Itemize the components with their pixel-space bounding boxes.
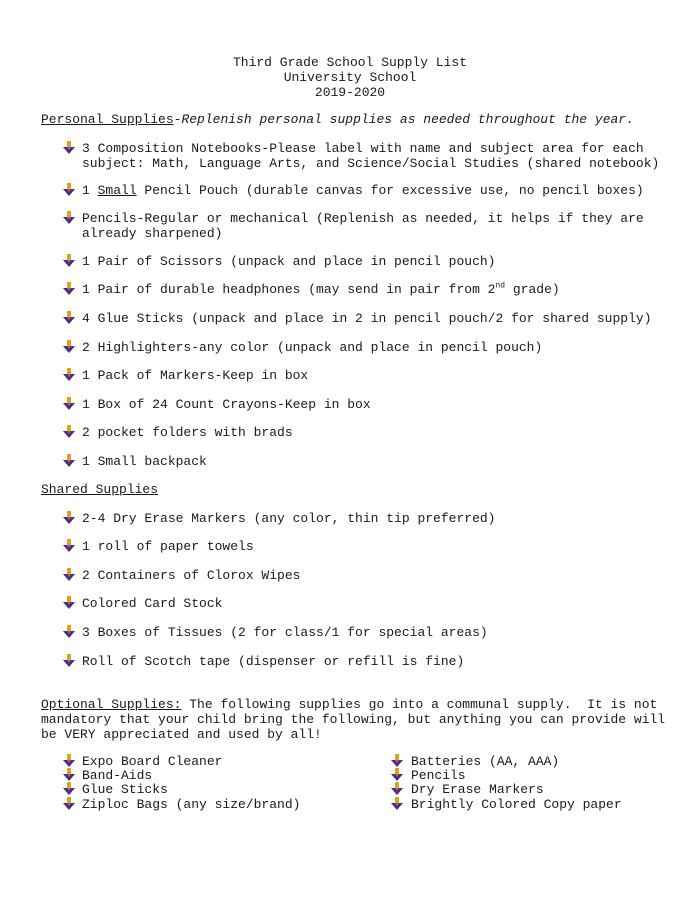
list-item: Brightly Colored Copy paper (411, 797, 622, 812)
down-arrow-bullet-icon (62, 424, 76, 439)
document-title-block (0, 55, 700, 100)
optional-supplies-paragraph: Optional Supplies: The following supplies go into a communal supply. It is not mandatory that your child bring the following, but anything you can provide will be VERY appreciated and used by all! (41, 697, 666, 742)
down-arrow-bullet-icon (62, 396, 76, 411)
list-item: Colored Card Stock (82, 596, 223, 611)
list-item: Band-Aids (82, 768, 153, 783)
list-item: Glue Sticks (82, 782, 168, 797)
list-item: Roll of Scotch tape (dispenser or refill is fine) (82, 654, 465, 669)
down-arrow-bullet-icon (390, 796, 404, 811)
list-item: Pencils-Regular or mechanical (Replenish as needed, it helps if they are already sharpened) (82, 211, 644, 241)
down-arrow-bullet-icon (390, 767, 404, 782)
list-item: 1 Pair of durable headphones (may send in pair from 2nd grade) (82, 281, 560, 297)
list-item: 2 Containers of Clorox Wipes (82, 568, 301, 583)
down-arrow-bullet-icon (390, 753, 404, 768)
list-item: 3 Composition Notebooks-Please label with name and subject area for each subject: Math, Language Arts, and Science/Social Studies (shared notebook) (82, 141, 660, 171)
down-arrow-bullet-icon (390, 781, 404, 796)
down-arrow-bullet-icon (62, 753, 76, 768)
down-arrow-bullet-icon (62, 595, 76, 610)
down-arrow-bullet-icon (62, 538, 76, 553)
personal-supplies-heading: Personal Supplies (41, 112, 174, 127)
down-arrow-bullet-icon (62, 624, 76, 639)
down-arrow-bullet-icon (62, 310, 76, 325)
list-item: 1 Box of 24 Count Crayons-Keep in box (82, 397, 371, 412)
list-item: Expo Board Cleaner (82, 754, 223, 769)
optional-supplies-heading: Optional Supplies: (41, 697, 182, 712)
down-arrow-bullet-icon (62, 210, 76, 225)
list-item: 1 Small Pencil Pouch (durable canvas for excessive use, no pencil boxes) (82, 183, 644, 198)
down-arrow-bullet-icon (62, 453, 76, 468)
down-arrow-bullet-icon (62, 767, 76, 782)
list-item: 1 Pack of Markers-Keep in box (82, 368, 309, 383)
list-item: 1 roll of paper towels (82, 539, 254, 554)
personal-supplies-note: Replenish personal supplies as needed throughout the year. (181, 112, 634, 127)
school-name: University School (283, 70, 417, 85)
list-item: 4 Glue Sticks (unpack and place in 2 in pencil pouch/2 for shared supply) (82, 311, 652, 326)
down-arrow-bullet-icon (62, 281, 76, 296)
down-arrow-bullet-icon (62, 367, 76, 382)
down-arrow-bullet-icon (62, 796, 76, 811)
personal-supplies-header (41, 112, 634, 127)
list-item: 2 pocket folders with brads (82, 425, 293, 440)
down-arrow-bullet-icon (62, 140, 76, 155)
list-item: 2-4 Dry Erase Markers (any color, thin tip preferred) (82, 511, 496, 526)
heading-dash: - (173, 112, 182, 127)
down-arrow-bullet-icon (62, 653, 76, 668)
list-item: Batteries (AA, AAA) (411, 754, 560, 769)
document-title: Third Grade School Supply List (232, 55, 468, 70)
list-item: 2 Highlighters-any color (unpack and place in pencil pouch) (82, 340, 543, 355)
down-arrow-bullet-icon (62, 567, 76, 582)
list-item: 1 Pair of Scissors (unpack and place in pencil pouch) (82, 254, 496, 269)
down-arrow-bullet-icon (62, 182, 76, 197)
list-item: 1 Small backpack (82, 454, 207, 469)
list-item: Dry Erase Markers (411, 782, 544, 797)
down-arrow-bullet-icon (62, 510, 76, 525)
down-arrow-bullet-icon (62, 781, 76, 796)
down-arrow-bullet-icon (62, 339, 76, 354)
list-item: Pencils (411, 768, 466, 783)
list-item: Ziploc Bags (any size/brand) (82, 797, 301, 812)
list-item: 3 Boxes of Tissues (2 for class/1 for special areas) (82, 625, 488, 640)
school-year: 2019-2020 (314, 85, 386, 100)
shared-supplies-heading: Shared Supplies (41, 482, 159, 497)
down-arrow-bullet-icon (62, 253, 76, 268)
